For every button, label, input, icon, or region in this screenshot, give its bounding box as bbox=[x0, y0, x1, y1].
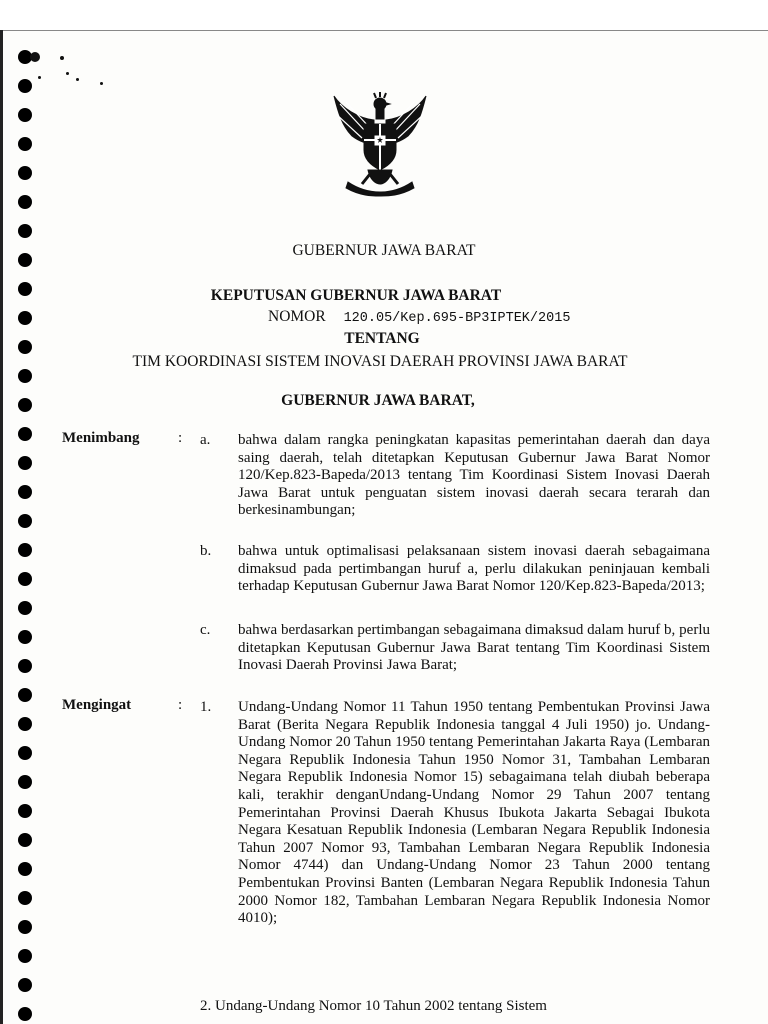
binder-holes bbox=[18, 50, 38, 1010]
binder-hole-icon bbox=[18, 862, 32, 876]
binder-hole-icon bbox=[18, 224, 32, 238]
binder-hole-icon bbox=[18, 601, 32, 615]
scan-top-margin bbox=[0, 0, 768, 31]
decree-number-value: 120.05/Kep.695-BP3IPTEK/2015 bbox=[343, 311, 571, 326]
binder-hole-icon bbox=[18, 746, 32, 760]
menimbang-item-b-text: bahwa untuk optimalisasi pelaksanaan sistem inovasi daerah sebagaimana dimaksud pada pertimbangan huruf a, perlu dilakukan peninjauan kembali terhadap Keputusan Gubernur Jawa Barat Nomor 120/Kep.823-Bapeda/2013; bbox=[238, 543, 710, 595]
decree-number-label: NOMOR bbox=[268, 308, 326, 325]
cut-off-text: 2. Undang-Undang Nomor 10 Tahun 2002 tentang Sistem bbox=[200, 998, 547, 1014]
binder-hole-icon bbox=[18, 137, 32, 151]
menimbang-item-a-marker: a. bbox=[200, 432, 211, 448]
binder-hole-icon bbox=[18, 717, 32, 731]
decree-number-line bbox=[268, 308, 570, 326]
issuer-heading: GUBERNUR JAWA BARAT, bbox=[281, 392, 475, 409]
binder-hole-icon bbox=[18, 630, 32, 644]
binder-hole-icon bbox=[18, 688, 32, 702]
binder-hole-icon bbox=[18, 775, 32, 789]
binder-hole-icon bbox=[18, 891, 32, 905]
about-heading: TENTANG bbox=[344, 330, 420, 347]
menimbang-item-a-text: bahwa dalam rangka peningkatan kapasitas pemerintahan daerah dan daya saing daerah, telah ditetapkan Keputusan Gubernur Jawa Barat Nomor 120/Kep.823-Bapeda/2013 tentang Tim Koordinasi Sistem Inovasi Daerah Jawa Barat untuk penguatan sistem inovasi daerah secara terarah dan berkesinambungan; bbox=[238, 432, 710, 519]
binder-hole-icon bbox=[18, 195, 32, 209]
decree-subject: TIM KOORDINASI SISTEM INOVASI DAERAH PROVINSI JAWA BARAT bbox=[132, 353, 628, 370]
menimbang-colon: : bbox=[178, 430, 183, 446]
binder-hole-icon bbox=[18, 369, 32, 383]
menimbang-item-c-marker: c. bbox=[200, 622, 211, 638]
cut-off-text-line bbox=[200, 990, 710, 1014]
binder-hole-icon bbox=[18, 833, 32, 847]
scan-left-border bbox=[0, 30, 3, 1024]
mengingat-colon: : bbox=[178, 697, 183, 713]
binder-hole-icon bbox=[18, 659, 32, 673]
binder-hole-icon bbox=[18, 166, 32, 180]
menimbang-item-b-marker: b. bbox=[200, 543, 212, 559]
binder-hole-icon bbox=[18, 427, 32, 441]
office-title: GUBERNUR JAWA BARAT bbox=[292, 242, 476, 259]
binder-hole-icon bbox=[18, 543, 32, 557]
binder-hole-icon bbox=[18, 456, 32, 470]
menimbang-label: Menimbang bbox=[62, 430, 140, 446]
binder-hole-icon bbox=[18, 572, 32, 586]
binder-hole-icon bbox=[18, 485, 32, 499]
binder-hole-icon bbox=[18, 949, 32, 963]
mengingat-item-1-marker: 1. bbox=[200, 699, 212, 715]
mengingat-label: Mengingat bbox=[62, 697, 132, 713]
binder-hole-icon bbox=[18, 311, 32, 325]
binder-hole-icon bbox=[18, 978, 32, 992]
binder-hole-icon bbox=[18, 1007, 32, 1021]
decree-title: KEPUTUSAN GUBERNUR JAWA BARAT bbox=[210, 287, 502, 304]
scan-specks bbox=[30, 48, 120, 98]
binder-hole-icon bbox=[18, 920, 32, 934]
binder-hole-icon bbox=[18, 514, 32, 528]
binder-hole-icon bbox=[18, 804, 32, 818]
mengingat-item-1-text: Undang-Undang Nomor 11 Tahun 1950 tentang Pembentukan Provinsi Jawa Barat (Berita Negara Republik Indonesia tanggal 4 Juli 1950) jo. Undang-Undang Nomor 20 Tahun 1950 tentang Pemerintahan Jakarta Raya (Lembaran Negara Republik Indonesia Tahun 1950 Nomor 31, Tambahan Lembaran Negara Republik Indonesia Nomor 15) sebagaimana telah diubah beberapa kali, terakhir denganUndang-Undang Nomor 29 Tahun 2007 tentang Pemerintahan Provinsi Daerah Khusus Ibukota Jakarta Sebagai Ibukota Negara Kesatuan Republik Indonesia (Lembaran Negara Republik Indonesia Tahun 2007 Nomor 93, Tambahan Lembaran Negara Republik Indonesia Nomor 4744) dan Undang-Undang Nomor 23 Tahun 2000 tentang Pembentukan Provinsi Banten (Lembaran Negara Republik Indonesia Tahun 2000 Nomor 182, Tambahan Lembaran Negara Republik Indonesia Nomor 4010); bbox=[238, 699, 710, 927]
binder-hole-icon bbox=[18, 108, 32, 122]
garuda-emblem-icon bbox=[328, 92, 432, 196]
menimbang-item-c-text: bahwa berdasarkan pertimbangan sebagaimana dimaksud dalam huruf b, perlu ditetapkan Keputusan Gubernur Jawa Barat tentang Tim Koordinasi Sistem Inovasi Daerah Provinsi Jawa Barat; bbox=[238, 622, 710, 674]
